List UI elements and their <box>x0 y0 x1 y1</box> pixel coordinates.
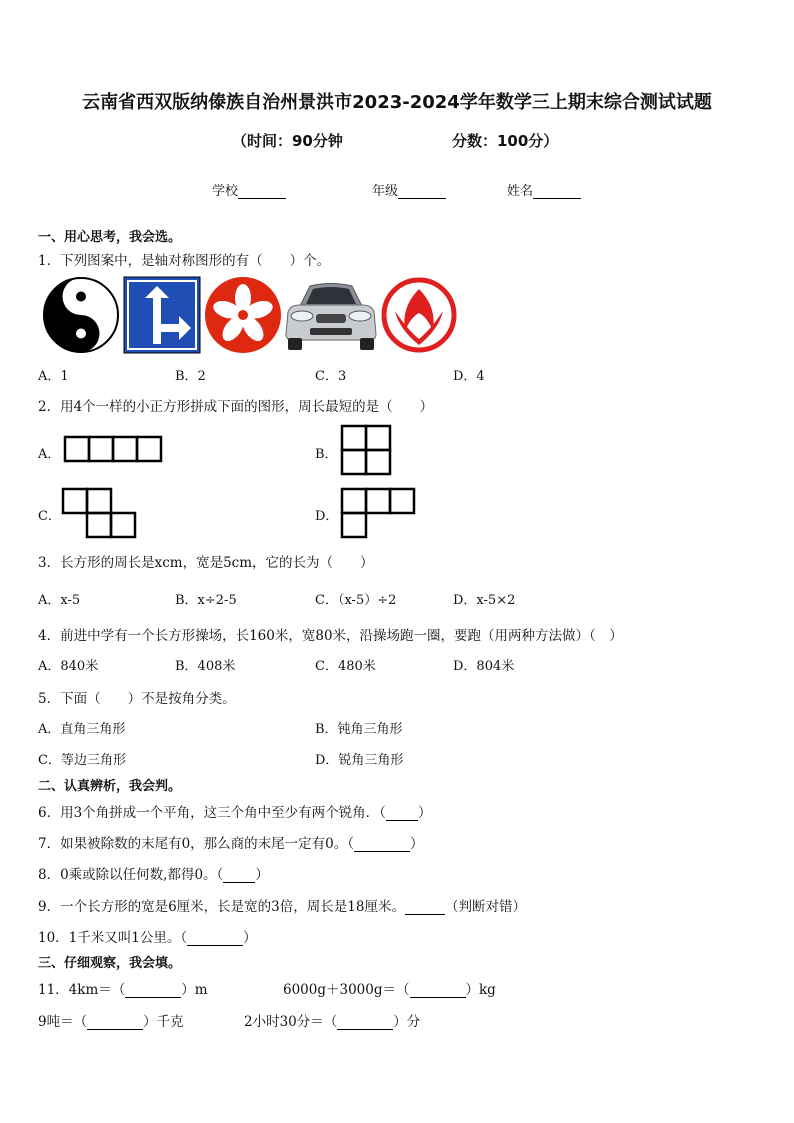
question-11-part-b: 6000g＋3000g＝（ ）kg <box>283 982 496 998</box>
q2-shape-b <box>340 424 394 476</box>
car-front-icon <box>282 278 380 352</box>
q3-option-b[interactable]: B．x÷2-5 <box>175 593 237 608</box>
q2-option-a[interactable]: A． <box>38 447 61 462</box>
q11a-answer-blank[interactable] <box>125 985 181 998</box>
question-4: 4．前进中学有一个长方形操场，长160米，宽80米，沿操场跑一圈，要跑（用两种方法做）（ ） <box>38 628 623 644</box>
q11c-answer-blank[interactable] <box>87 1017 143 1030</box>
q6-answer-blank[interactable] <box>386 808 418 821</box>
q2-shape-d <box>340 487 416 539</box>
q2-shape-a <box>63 435 165 463</box>
question-7: 7．如果被除数的末尾有0，那么商的末尾一定有0。（ ） <box>38 836 424 852</box>
question-2: 2．用4个一样的小正方形拼成下面的图形，周长最短的是（ ） <box>38 399 434 415</box>
question-11-part-c: 9吨＝（ ）千克 <box>38 1014 184 1030</box>
q4-option-c[interactable]: C．480米 <box>315 659 376 674</box>
page-title: 云南省西双版纳傣族自治州景洪市2023-2024学年数学三上期末综合测试试题 <box>82 92 712 113</box>
section-heading-1: 一、用心思考，我会选。 <box>38 230 182 245</box>
q9-answer-blank[interactable] <box>405 902 445 915</box>
question-9: 9．一个长方形的宽是6厘米，长是宽的3倍，周长是18厘米。 （判断对错） <box>38 899 526 915</box>
question-11-part-d: 2小时30分＝（ ）分 <box>244 1014 421 1030</box>
school-field[interactable]: 学校 <box>212 180 286 199</box>
q2-option-c[interactable]: C． <box>38 509 61 524</box>
q1-option-a[interactable]: A．1 <box>38 369 69 384</box>
q1-option-c[interactable]: C．3 <box>315 369 347 384</box>
question-10: 10．1千米又叫1公里。（ ） <box>38 930 257 946</box>
exam-score: 分数：100分） <box>452 132 559 150</box>
grade-field[interactable]: 年级 <box>372 180 446 199</box>
road-sign-arrow-icon <box>123 276 201 354</box>
q5-option-d[interactable]: D．锐角三角形 <box>315 753 404 768</box>
bauhinia-flag-icon <box>204 276 282 354</box>
q2-option-b[interactable]: B． <box>315 447 338 462</box>
q11d-answer-blank[interactable] <box>337 1017 393 1030</box>
question-8: 8．0乘或除以任何数,都得0。（ ） <box>38 867 269 883</box>
exam-time: （时间：90分钟 <box>232 132 343 150</box>
q3-option-d[interactable]: D．x-5×2 <box>453 593 516 608</box>
q4-option-d[interactable]: D．804米 <box>453 659 515 674</box>
q2-option-d[interactable]: D． <box>315 509 339 524</box>
question-3: 3．长方形的周长是xcm，宽是5cm，它的长为（ ） <box>38 555 374 571</box>
q11b-answer-blank[interactable] <box>410 985 466 998</box>
question-6: 6．用3个角拼成一个平角，这三个角中至少有两个锐角．（ ） <box>38 805 432 821</box>
q10-answer-blank[interactable] <box>187 933 243 946</box>
section-heading-3: 三、仔细观察，我会填。 <box>38 956 182 971</box>
q1-option-b[interactable]: B．2 <box>175 369 206 384</box>
name-field[interactable]: 姓名 <box>507 180 581 199</box>
dongfeng-logo-icon <box>381 277 457 353</box>
question-1: 1．下列图案中，是轴对称图形的有（ ）个。 <box>38 253 331 269</box>
q7-answer-blank[interactable] <box>354 839 410 852</box>
q2-shape-c <box>61 487 137 539</box>
q1-option-d[interactable]: D．4 <box>453 369 485 384</box>
yin-yang-icon <box>42 276 120 354</box>
question-5: 5．下面（ ）不是按角分类。 <box>38 691 236 707</box>
q3-option-c[interactable]: C．（x-5）÷2 <box>315 593 397 608</box>
q4-option-b[interactable]: B．408米 <box>175 659 236 674</box>
question-11-part-a: 11．4km＝（ ）m <box>38 982 208 998</box>
q5-option-b[interactable]: B．钝角三角形 <box>315 722 403 737</box>
q5-option-c[interactable]: C．等边三角形 <box>38 753 126 768</box>
q5-option-a[interactable]: A．直角三角形 <box>38 722 126 737</box>
section-heading-2: 二、认真辨析，我会判。 <box>38 779 182 794</box>
q4-option-a[interactable]: A．840米 <box>38 659 99 674</box>
q3-option-a[interactable]: A．x-5 <box>38 593 81 608</box>
q8-answer-blank[interactable] <box>223 870 255 883</box>
